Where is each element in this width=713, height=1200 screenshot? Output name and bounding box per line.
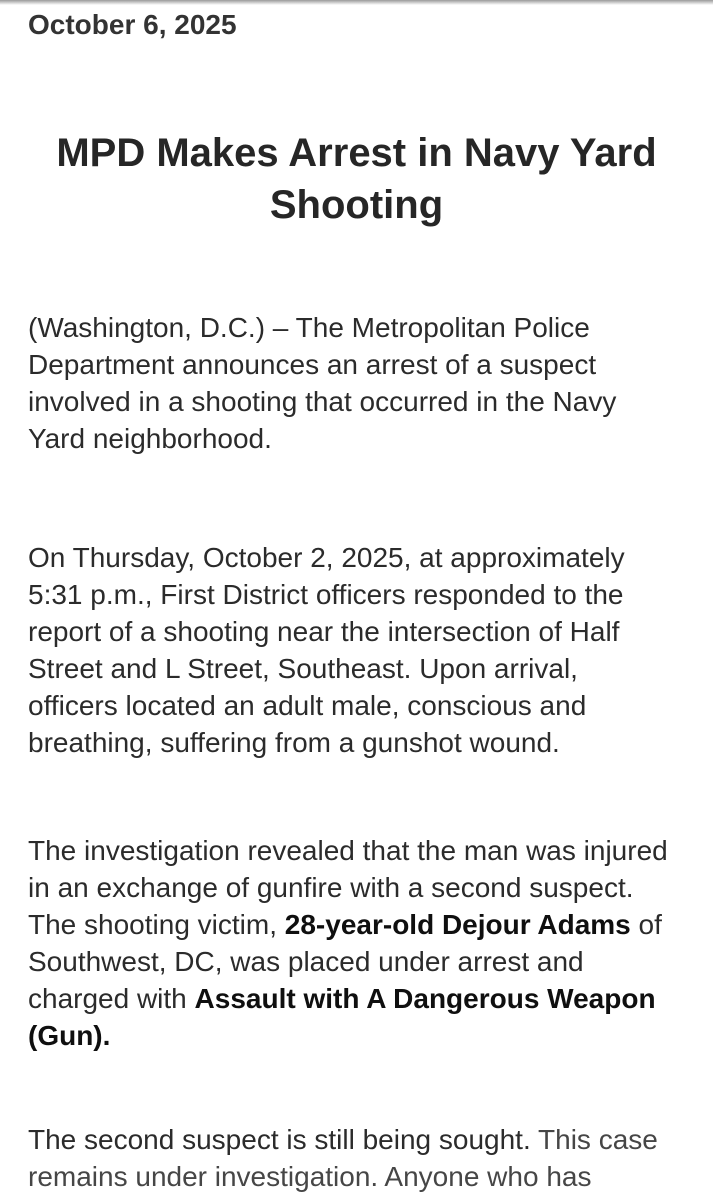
release-date: October 6, 2025 (28, 9, 237, 40)
text-run: On Thursday, October 2, 2025, at approximately 5:31 p.m., First District officers responded to the report of a shooting near the intersection of Half Street and L Street, Southeast. Upon arrival, officers located an adult male, conscious and breathing, suffering from a gunshot wound. (28, 542, 625, 758)
text-run: Assault with A Dangerous Weapon (Gun). (28, 983, 656, 1051)
text-run: The second suspect is still being sought. (28, 1124, 539, 1155)
page-title: MPD Makes Arrest in Navy Yard Shooting (56, 131, 657, 227)
paragraph (28, 539, 672, 761)
text-run: (Washington, D.C.) – The Metropolitan Police Department announces an arrest of a suspect involved in a shooting that occurred in the Navy Yard neighborhood. (28, 312, 617, 454)
text-run: 28-year-old Dejour Adams (284, 909, 631, 940)
paragraph (28, 832, 672, 1054)
paragraph (28, 309, 672, 457)
text-run: of Southwest, DC, was placed under arrest and charged with (28, 909, 662, 1014)
top-edge-shadow (0, 0, 713, 5)
paragraph (28, 1121, 672, 1195)
text-run: This case remains under investigation. Anyone who has (28, 1124, 658, 1192)
text-run: The investigation revealed that the man was injured in an exchange of gunfire with a second suspect. The shooting victim, (28, 835, 668, 940)
article-body (0, 309, 713, 1195)
